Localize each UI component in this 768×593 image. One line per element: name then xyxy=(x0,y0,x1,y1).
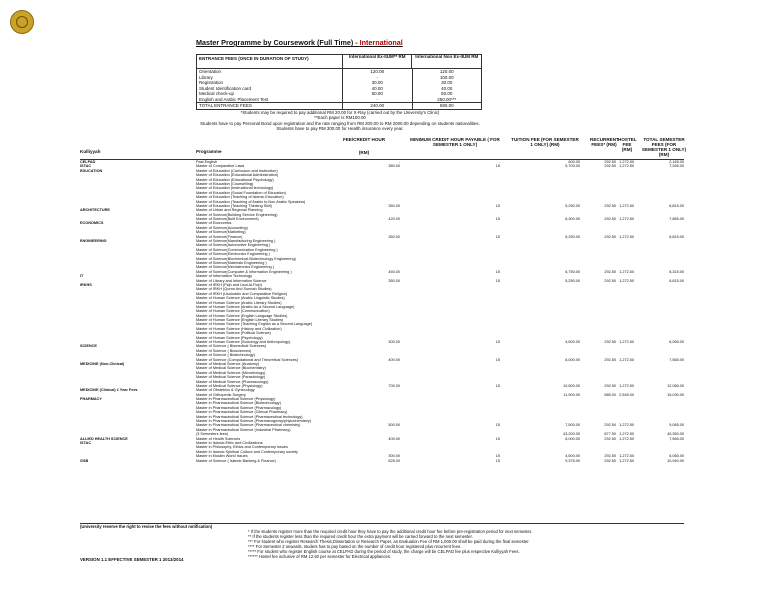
table-cell: PHARMACY xyxy=(80,397,102,402)
table-cell: Master of Science(Materials Engineering ) xyxy=(196,260,267,265)
table-cell: 350.00 xyxy=(388,234,400,239)
notes: *Students may be required to pay additional RM 20.00 for X-Ray (carried out by the University's Clinic) **Each paper is RM100.00 Students have to pay Personal Bond upon registration and the rate ranging from RM 200.00 to RM 2000.00 depending on students nationalities. Students have to pay RM 300.00 for Health insurance every year. xyxy=(200,110,480,131)
table-cell: Master of Science(Manufacturing Engineering ) xyxy=(196,239,276,244)
table-cell: Master of IRKH (Quran And Sunnah Studies) xyxy=(196,287,272,292)
table-cell: 6,065.00 xyxy=(669,340,684,345)
table-cell: Master of Human Science (Political Science) xyxy=(196,331,271,336)
table-cell: 15 xyxy=(495,357,500,362)
table-row xyxy=(80,459,684,463)
table-cell: Master of Science(Computer & Information Engineering ) xyxy=(196,269,292,274)
entrance-cell: Registration xyxy=(199,80,224,85)
table-cell: 11,900.00 xyxy=(563,392,580,397)
table-cell: Master in Muslim World Issues xyxy=(196,454,248,459)
table-cell: Master of Information Technology xyxy=(196,274,253,279)
table-cell: 292.50 xyxy=(604,357,616,362)
table-cell: 5,250.00 xyxy=(565,278,580,283)
table-cell: ISTAC xyxy=(80,441,92,445)
table-cell: 15 xyxy=(495,458,500,463)
table-cell: Master of Education (Educational Psychology) xyxy=(196,177,274,182)
table-cell: 1,272.50 xyxy=(619,203,634,208)
table-cell: 292.50 xyxy=(604,383,616,388)
table-cell: ENGINEERING xyxy=(80,239,107,244)
entrance-cell: 50.00 xyxy=(342,91,412,97)
table-cell: Master of Library and Information Science xyxy=(196,278,267,283)
entrance-cell: - xyxy=(342,97,412,103)
table-cell: Master of Science(Automotive Engineering ) xyxy=(196,243,271,248)
entrance-cell: 120.00 xyxy=(412,69,482,75)
table-cell: Master of Science ( Biomedical Sciences) xyxy=(196,344,267,349)
table-cell: 12,065.00 xyxy=(667,383,684,388)
table-cell: ISTAC xyxy=(80,164,92,169)
table-cell: Master of Human Science (Communication) xyxy=(196,309,270,314)
table-cell: 1,272.50 xyxy=(619,423,634,428)
table-cell: 10,940.00 xyxy=(667,458,684,463)
table-cell: 6,815.00 xyxy=(669,278,684,283)
table-cell: GSB xyxy=(80,458,89,463)
entrance-cell: 40.00 xyxy=(412,86,482,92)
table-cell: 292.50 xyxy=(604,340,616,345)
table-cell: Master of Human Science (English Language Studies) xyxy=(196,313,288,318)
table-cell: Master of Urban and Regional Planning xyxy=(196,208,263,213)
entrance-cell: 50.00 xyxy=(412,91,482,97)
table-cell: Master of Human Science (History and Civilization) xyxy=(196,326,282,331)
header-hostel: HOSTEL FEE (RM) xyxy=(618,137,637,152)
table-cell: 4,500.00 xyxy=(565,340,580,345)
table-cell: Master of IRKH (Fiqh and Usul Al-Fiqh) xyxy=(196,282,262,287)
table-cell: Master of Science ( Biotechnology) xyxy=(196,353,255,358)
table-cell: IT xyxy=(80,274,84,279)
table-cell: Master in Pharmaceutical Science (Industrial Pharmacy) xyxy=(196,427,291,432)
table-cell: Master of Medical Science (Biochemistry) xyxy=(196,366,266,371)
table-cell: 400.00 xyxy=(388,357,400,362)
table-cell: Master of Science(Building Service Engineering) xyxy=(196,212,278,217)
table-cell: 15 xyxy=(495,383,500,388)
table-cell: Master in Pharmaceutical Science (Pharmacognosy/phytochemistry) xyxy=(196,419,312,424)
entrance-cell: 590.00 xyxy=(412,103,482,109)
table-cell: 6,065.00 xyxy=(669,454,684,459)
table-cell: 5,250.00 xyxy=(565,234,580,239)
table-cell: 1,272.50 xyxy=(619,234,634,239)
table-cell: Master of Education (Teaching of Islamic Education) xyxy=(196,195,284,200)
table-cell: 1,272.50 xyxy=(619,278,634,283)
header-recurrent: RECURRENT FEES* (RM) xyxy=(590,137,619,147)
table-cell: Master of Human Science (Teaching English as a Second Language) xyxy=(196,322,313,327)
footer: (University reserve the right to revise the fees without notification) * If the students register more than the required credit hour they have to pay the additional credit hour fee before pre-registration period for next semester. ** If the students register less than the required credit hour the extra payment will be carried forward to the next semester. *** For student who register Research Thesis,Dissertation or Research Paper, an Evaluation Fee of RM 1,000.00 shall be paid during the final semester. **** For Semester 2 onwards, student has to pay based on the number of credit hour registered plus recurrent fees. ***** For student who register English course at CELPAD during the period of study, the charge will be CELPAD fee plus respective Kulliyyah Fees. ****** Hostel fee inclusive of RM 12.50 per semester for Electrical appliances. xyxy=(80,524,533,559)
table-cell: 7,565.00 xyxy=(669,436,684,441)
table-cell: 15 xyxy=(495,269,500,274)
table-cell: Master of Science(Built Environment) xyxy=(196,217,259,222)
table-cell: 292.50 xyxy=(604,234,616,239)
table-cell: 877.50 xyxy=(604,432,616,437)
table-cell: Master in Islamic Spiritual Culture and Contemporary society xyxy=(196,449,298,454)
table-cell: 1,272.50 xyxy=(619,217,634,222)
table-cell: Master of Science(Biochemical-Biotechnology Engineering) xyxy=(196,256,296,261)
table-cell: Master of Orthopedic Surgery xyxy=(196,392,246,397)
table-cell: 600.00 xyxy=(568,160,580,164)
table-cell: 350.00 xyxy=(388,278,400,283)
table-cell: Master of Science(Marketing) xyxy=(196,230,246,235)
page-title: Master Programme by Coursework (Full Time) - International xyxy=(196,38,403,47)
table-cell: 45,350.00 xyxy=(667,432,684,437)
table-cell: 6,750.00 xyxy=(565,269,580,274)
table-cell: Master of Medical Science (Pharmacology) xyxy=(196,379,269,384)
table-cell: 420.00 xyxy=(388,217,400,222)
table-cell: Master of Science (Computational and Theoretical Sciences) xyxy=(196,357,299,362)
table-cell: 15 xyxy=(495,234,500,239)
table-cell: Master of Medical Science (Anatomy) xyxy=(196,361,260,366)
table-cell: 1,272.50 xyxy=(619,458,634,463)
table-cell: 15 xyxy=(495,454,500,459)
table-cell: Master of Education (Educational Administration) xyxy=(196,173,279,178)
table-cell: 380.00 xyxy=(388,164,400,169)
table-cell: 6,815.00 xyxy=(669,234,684,239)
table-cell: Master in Pharmaceutical Science (Pharmaceutical chemistry) xyxy=(196,423,301,428)
table-cell: Master of Science(Electronics Engineering ) xyxy=(196,252,270,257)
table-cell: 2,165.00 xyxy=(669,160,684,164)
table-cell: 6,300.00 xyxy=(565,217,580,222)
table-cell: Master of Medical Science (Microbiology) xyxy=(196,370,266,375)
table-cell: Master of Science ( Biosciences) xyxy=(196,348,252,353)
header-total: TOTAL SEMESTER FEES (FOR SEMESTER 1 ONLY) (RM) xyxy=(641,137,687,157)
entrance-cell: 30.00 xyxy=(342,80,412,86)
table-cell: Master of Education (Social Foundation of Education) xyxy=(196,190,286,195)
table-cell: CELPAD xyxy=(80,160,96,164)
table-cell: Master of Science(Communication Engineering ) xyxy=(196,247,278,252)
table-cell: Master of Science ( Islamic Banking & Finance) xyxy=(196,458,276,463)
table-cell: ECONOMICS xyxy=(80,221,104,226)
table-cell: 450.00 xyxy=(388,269,400,274)
table-cell: ALLIED HEALTH SCIENCE xyxy=(80,436,128,441)
table-cell: Master of Obstetrics & Gynecology xyxy=(196,388,255,393)
table-cell: ARCHITECTURE xyxy=(80,208,110,213)
table-cell: 9,065.00 xyxy=(669,423,684,428)
table-cell: 7,265.00 xyxy=(669,164,684,169)
table-cell: Master of Human Science (Arabic As a Second Language) xyxy=(196,304,295,309)
table-cell: Master in Pharmaceutical Science (Pharmaceutical technology) xyxy=(196,414,303,419)
table-cell: - xyxy=(498,160,500,164)
main-table-header xyxy=(80,137,687,159)
entrance-cell: 40.00 xyxy=(342,86,412,92)
header-fee-credit: FEE/CREDIT HOUR xyxy=(342,137,386,142)
table-cell: Master in Pharmaceutical Science (Physiology) xyxy=(196,397,276,402)
table-cell: 1,272.50 xyxy=(619,164,634,169)
table-cell: 350.00 xyxy=(388,203,400,208)
table-cell: Master of Science(Mechatronics Engineering ) xyxy=(196,265,274,270)
table-cell: 300.00 xyxy=(388,454,400,459)
table-cell: Master of Human Science (Arabic Linguistic Studies) xyxy=(196,296,285,301)
table-cell: 500.00 xyxy=(388,423,400,428)
table-cell: 7,500.00 xyxy=(565,423,580,428)
table-cell: Master of IRKH (Usuluddin and Comparative Religion) xyxy=(196,291,288,296)
entrance-cell: Student Identification card xyxy=(199,85,252,91)
university-logo xyxy=(10,10,34,34)
table-cell: Master of Education (Counselling) xyxy=(196,181,254,186)
table-cell: Master of Education (Teaching of Arabic to Non Arabic Speakers) xyxy=(196,199,306,204)
entrance-row xyxy=(197,97,481,103)
version-label: VERSION 1.1 EFFECTIVE SEMESTER 1 2013/2014 xyxy=(80,557,184,562)
header-programme: Programme xyxy=(196,149,222,154)
table-cell: Master in Pharmaceutical Science (Biotechnology) xyxy=(196,401,281,406)
table-cell: 5,250.00 xyxy=(565,203,580,208)
table-cell: Master of Comparative Laws xyxy=(196,164,245,169)
table-cell: 2,545.00 xyxy=(619,392,634,397)
table-cell: 15 xyxy=(495,217,500,222)
table-cell: 1,272.50 xyxy=(619,383,634,388)
table-cell: Master of Medical Science (Parasitology) xyxy=(196,375,266,380)
entrance-cell: 250.00*** xyxy=(412,97,482,103)
table-cell: 292.50 xyxy=(604,164,616,169)
table-cell: 625.00 xyxy=(388,458,400,463)
table-cell: 15 xyxy=(495,164,500,169)
table-cell: 292.50 xyxy=(604,203,616,208)
table-cell: 15 xyxy=(495,423,500,428)
table-cell: Master of Human Science (Sociology and Anthropology) xyxy=(196,340,291,345)
header-kulliyyah: Kulliyyah xyxy=(80,149,101,154)
table-cell: 15 xyxy=(495,203,500,208)
table-cell: 585.00 xyxy=(604,392,616,397)
table-cell: Master in Philosophy, Ethics and Contemporary Issues xyxy=(196,445,288,450)
table-cell: 292.50 xyxy=(604,217,616,222)
entrance-heading: ENTRANCE FEES (ONCE IN DURATION OF STUDY) xyxy=(199,56,309,61)
entrance-row xyxy=(197,102,481,109)
entrance-cell: 100.00 xyxy=(412,75,482,81)
table-cell: 6,000.00 xyxy=(565,436,580,441)
table-cell: Master of Human Science (Arabic Literary Studies) xyxy=(196,300,282,305)
table-cell: 15 xyxy=(495,436,500,441)
table-cell: Master of Education (Teaching Thinking Skill) xyxy=(196,203,272,208)
table-cell: 292.50 xyxy=(604,160,616,164)
entrance-cell: English and Arabic Placement Test xyxy=(199,96,269,102)
table-cell: Master in Pharmaceutical Science (Pharmacology) xyxy=(196,405,282,410)
entrance-cell: 240.00 xyxy=(342,103,412,109)
table-cell: 7,865.00 xyxy=(669,217,684,222)
table-cell: Master of Education (Instructional technology) xyxy=(196,186,274,191)
table-cell: Master in Islamic Ethic and Civilizations xyxy=(196,441,263,445)
table-cell: 292.50 xyxy=(604,454,616,459)
header-rm: (RM) xyxy=(358,150,370,155)
table-cell: Master of Education (Curriculum and Instruction) xyxy=(196,168,278,173)
table-cell: Master of Human Science (Psychology) xyxy=(196,335,263,340)
table-cell: Master of Science(Accounting) xyxy=(196,225,248,230)
table-cell: 9,375.00 xyxy=(565,458,580,463)
table-cell: 292.50 xyxy=(604,278,616,283)
table-cell: 292.50 xyxy=(604,458,616,463)
table-cell: 15,030.00 xyxy=(667,392,684,397)
table-cell: 6,815.00 xyxy=(669,203,684,208)
table-cell: 1,272.50 xyxy=(619,357,634,362)
fee-table-body xyxy=(80,160,684,463)
table-cell: 1,272.50 xyxy=(619,432,634,437)
table-cell: Master in Pharmaceutical Science (Clinical Pharmacy) xyxy=(196,410,288,415)
table-cell: 292.50 xyxy=(604,423,616,428)
table-cell: Master of Science(Finance) xyxy=(196,234,243,239)
header-tuition: TUITION FEE (FOR SEMESTER 1 ONLY) (RM) xyxy=(511,137,579,147)
table-cell: Past English xyxy=(196,160,218,164)
entrance-cell: Medical check-up xyxy=(199,91,235,96)
table-cell: 8,315.00 xyxy=(669,269,684,274)
table-cell: SCIENCE xyxy=(80,344,97,349)
table-cell: 292.50 xyxy=(604,436,616,441)
entrance-cell: Library xyxy=(199,74,213,80)
table-cell: 7,565.00 xyxy=(669,357,684,362)
entrance-cell: 120.00 xyxy=(342,69,412,75)
table-cell: 400.00 xyxy=(388,436,400,441)
table-cell: 15 xyxy=(495,278,500,283)
table-cell: 700.00 xyxy=(388,383,400,388)
table-cell: 300.00 xyxy=(388,340,400,345)
table-cell: 1,272.50 xyxy=(619,340,634,345)
table-cell: 1,272.50 xyxy=(619,454,634,459)
table-cell: 15 xyxy=(495,340,500,345)
entrance-cell: 30.00 xyxy=(412,80,482,86)
header-min-credit: MINIMUM CREDIT HOUR PAYABLE ( FOR SEMESTER 1 ONLY) xyxy=(410,137,500,147)
table-cell: Master of Medical Science (Physiology) xyxy=(196,383,263,388)
table-cell: MEDICINE (Non-Clinical) xyxy=(80,361,125,366)
table-cell: - xyxy=(398,160,400,164)
table-cell: 1,272.50 xyxy=(619,269,634,274)
table-cell: 43,200.00 xyxy=(563,432,580,437)
table-cell: IRKHS xyxy=(80,282,92,287)
table-cell: Master of Economics xyxy=(196,221,232,226)
entrance-cell: TOTAL ENTRANCE FEES xyxy=(199,103,252,108)
table-cell: 1,272.50 xyxy=(619,160,634,164)
table-cell: Master of Health Sciences xyxy=(196,436,241,441)
table-cell: EDUCATION xyxy=(80,168,103,173)
table-cell: 1,272.50 xyxy=(619,436,634,441)
table-cell: 6,000.00 xyxy=(565,357,580,362)
entrance-col-ex-iium: International Ex-IIUM** RM xyxy=(342,55,412,68)
entrance-cell: - xyxy=(342,75,412,81)
table-cell: 10,500.00 xyxy=(563,383,580,388)
table-cell: 5,700.00 xyxy=(565,164,580,169)
table-cell: 292.50 xyxy=(604,269,616,274)
table-cell: Master of Human Science (English Literary Studies) xyxy=(196,318,284,323)
table-cell: MEDICINE (Clinical) 1 Year Fees xyxy=(80,388,138,393)
entrance-col-non-ex-iium: International Non Ex-IIUM RM xyxy=(411,55,481,68)
table-cell: 4,500.00 xyxy=(565,454,580,459)
entrance-fees-table xyxy=(196,54,482,110)
entrance-cell: Orientation xyxy=(199,69,222,74)
table-cell: (3 Semesters fees) xyxy=(196,432,229,437)
